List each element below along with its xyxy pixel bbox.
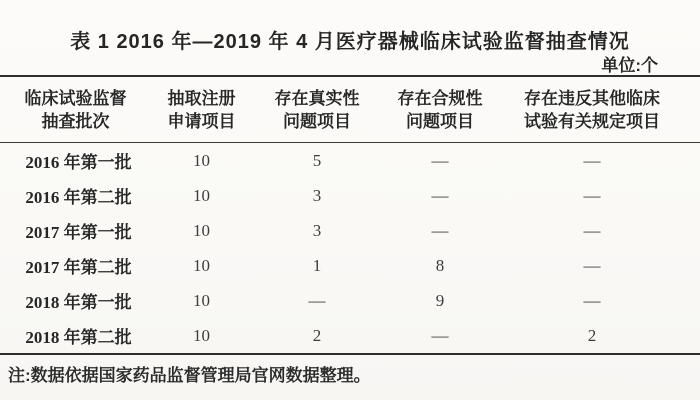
cell-sampled: 10 xyxy=(193,290,210,310)
cell-authenticity: — xyxy=(308,290,326,310)
table-row xyxy=(0,143,700,179)
table-row xyxy=(0,248,700,283)
col-header-line: 临床试验监督 xyxy=(24,88,127,108)
col-header-compliance-issues xyxy=(376,76,504,143)
col-header-line: 试验有关规定项目 xyxy=(524,111,660,131)
cell-compliance: — xyxy=(431,185,449,205)
cell-compliance: — xyxy=(431,325,449,345)
cell-other: — xyxy=(583,255,601,275)
cell-compliance: — xyxy=(431,150,449,170)
col-header-other-violations xyxy=(504,76,700,143)
cell-authenticity: 5 xyxy=(312,150,322,170)
cell-other: — xyxy=(583,150,601,170)
data-table xyxy=(0,75,700,355)
table-note: 注:数据依据国家药品监督管理局官网数据整理。 xyxy=(8,366,371,385)
cell-other: — xyxy=(583,220,601,240)
cell-authenticity: 2 xyxy=(312,325,322,345)
row-batch-label: 2016 年第二批 xyxy=(25,188,132,207)
col-header-line: 问题项目 xyxy=(406,111,474,131)
col-header-line: 抽取注册 xyxy=(167,88,236,108)
row-batch-label: 2016 年第一批 xyxy=(25,153,132,172)
table-row xyxy=(0,283,700,318)
cell-compliance: — xyxy=(431,220,449,240)
row-batch-label: 2018 年第二批 xyxy=(25,328,132,347)
table-title: 表 1 2016 年—2019 年 4 月医疗器械临床试验监督抽查情况 xyxy=(70,31,630,53)
table-row xyxy=(0,318,700,354)
cell-authenticity: 3 xyxy=(312,185,322,205)
col-header-line: 抽查批次 xyxy=(41,111,110,131)
cell-other: — xyxy=(583,185,601,205)
cell-sampled: 10 xyxy=(193,220,210,240)
cell-other: — xyxy=(583,290,601,310)
table-body xyxy=(0,143,700,355)
col-header-line: 问题项目 xyxy=(283,111,351,131)
unit-label: 单位:个 xyxy=(601,56,658,75)
header-row xyxy=(0,76,700,143)
col-header-line: 存在真实性 xyxy=(274,88,360,108)
col-header-batch xyxy=(0,76,145,143)
col-header-line: 存在违反其他临床 xyxy=(524,88,660,108)
cell-sampled: 10 xyxy=(193,255,210,275)
cell-compliance: 9 xyxy=(435,290,445,310)
col-header-line: 存在合规性 xyxy=(397,88,483,108)
row-batch-label: 2018 年第一批 xyxy=(25,293,132,312)
cell-sampled: 10 xyxy=(193,185,210,205)
col-header-sampled-projects xyxy=(145,76,258,143)
cell-authenticity: 3 xyxy=(312,220,322,240)
table-row xyxy=(0,213,700,248)
cell-other: 2 xyxy=(587,325,597,345)
cell-sampled: 10 xyxy=(193,150,210,170)
cell-compliance: 8 xyxy=(435,255,445,275)
cell-sampled: 10 xyxy=(193,325,210,345)
row-batch-label: 2017 年第一批 xyxy=(25,223,132,242)
col-header-line: 申请项目 xyxy=(167,111,236,131)
col-header-authenticity-issues xyxy=(258,76,376,143)
row-batch-label: 2017 年第二批 xyxy=(25,258,132,277)
cell-authenticity: 1 xyxy=(312,255,322,275)
table-row xyxy=(0,178,700,213)
